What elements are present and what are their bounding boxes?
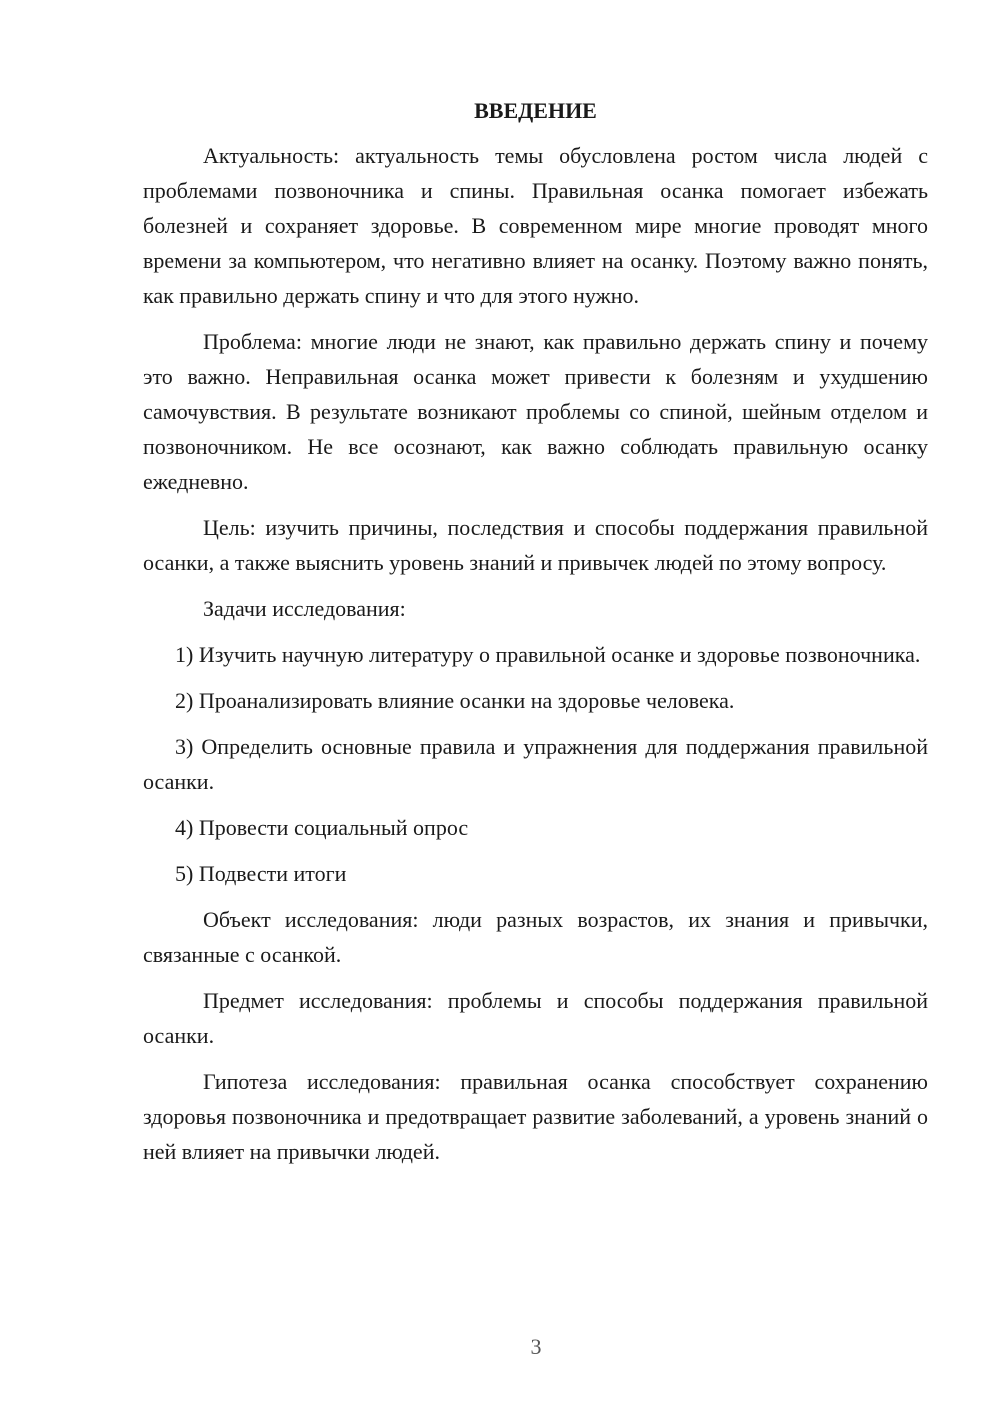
document-page — [143, 96, 928, 1180]
paragraph-hypothesis: Гипотеза исследования: правильная осанка способствует сохранению здоровья позвоночника и предотвращает развитие заболеваний, а уровень знаний о ней влияет на привычки людей. — [143, 1069, 928, 1164]
paragraph-goal: Цель: изучить причины, последствия и способы поддержания правильной осанки, а также выяснить уровень знаний и привычек людей по этому вопросу. — [143, 515, 928, 575]
paragraph-subject: Предмет исследования: проблемы и способы поддержания правильной осанки. — [143, 988, 928, 1048]
page-number: 3 — [530, 1334, 542, 1359]
paragraph-object: Объект исследования: люди разных возрастов, их знания и привычки, связанные с осанкой. — [143, 907, 928, 967]
task-item-1: 1) Изучить научную литературу о правильной осанке и здоровье позвоночника. — [175, 642, 921, 667]
task-item-2: 2) Проанализировать влияние осанки на здоровье человека. — [175, 688, 735, 713]
section-title: ВВЕДЕНИЕ — [474, 98, 597, 123]
paragraph-tasks-heading: Задачи исследования: — [203, 596, 406, 621]
paragraph-problem: Проблема: многие люди не знают, как правильно держать спину и почему это важно. Неправильная осанка может привести к болезням и ухудшению самочувствия. В результате возникают проблемы со спиной, шейным отделом и позвоночником. Не все осознают, как важно соблюдать правильную осанку ежедневно. — [143, 329, 928, 494]
task-item-3: 3) Определить основные правила и упражнения для поддержания правильной осанки. — [143, 734, 928, 794]
task-item-5: 5) Подвести итоги — [175, 861, 347, 886]
task-item-4: 4) Провести социальный опрос — [175, 815, 469, 840]
paragraph-relevance: Актуальность: актуальность темы обусловлена ростом числа людей с проблемами позвоночника и спины. Правильная осанка помогает избежать болезней и сохраняет здоровье. В современном мире многие проводят много времени за компьютером, что негативно влияет на осанку. Поэтому важно понять, как правильно держать спину и что для этого нужно. — [143, 143, 928, 308]
